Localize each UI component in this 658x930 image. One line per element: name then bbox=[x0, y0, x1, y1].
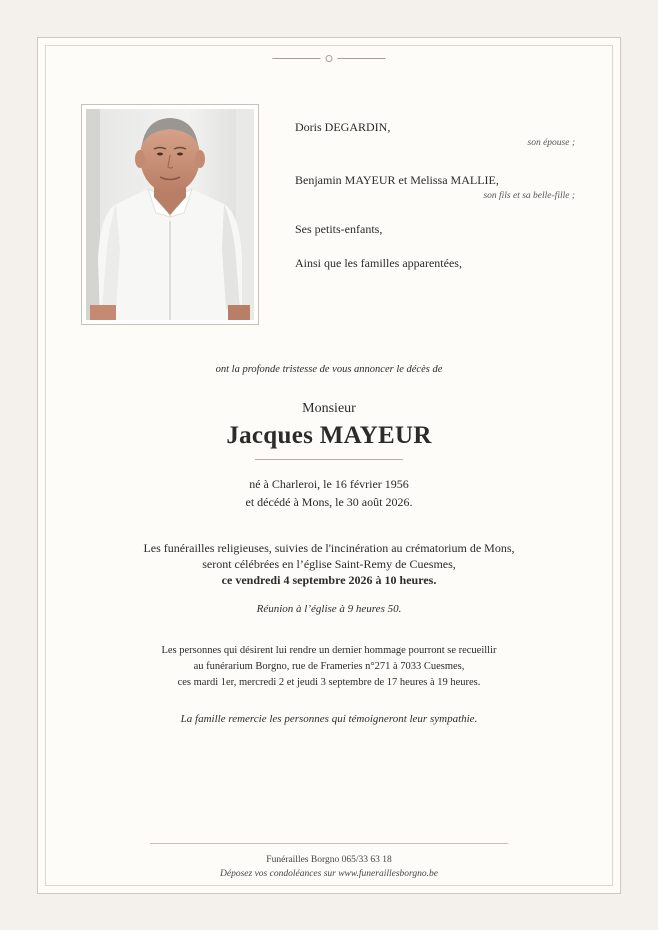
visitation-line: ces mardi 1er, mercredi 2 et jeudi 3 septembre de 17 heures à 19 heures. bbox=[177, 677, 481, 688]
condolences-link[interactable]: Déposez vos condoléances sur www.funeraillesborgno.be bbox=[220, 869, 438, 879]
thanks-note: La famille remercie les personnes qui témoigneront leur sympathie. bbox=[180, 713, 478, 725]
funeral-line: seront célébrées en l’église Saint-Remy de Cuesmes, bbox=[202, 557, 456, 571]
funeral-datetime: ce vendredi 4 septembre 2026 à 10 heures. bbox=[221, 573, 437, 587]
deceased-name: Jacques MAYEUR bbox=[226, 422, 432, 449]
portrait-photo bbox=[86, 109, 254, 320]
funeral-line: Les funérailles religieuses, suivies de l'incinération au crématorium de Mons, bbox=[143, 541, 515, 555]
family-member-relation: son épouse ; bbox=[527, 138, 575, 148]
meeting-time: Réunion à l’église à 9 heures 50. bbox=[256, 603, 402, 615]
visitation-details bbox=[38, 643, 620, 691]
footer-divider bbox=[150, 843, 508, 844]
visitation-line: Les personnes qui désirent lui rendre un dernier hommage pourront se recueillir bbox=[161, 645, 497, 656]
family-member-name: Benjamin MAYEUR et Melissa MALLIE, bbox=[295, 173, 499, 187]
ornament-divider-icon bbox=[273, 55, 386, 62]
funeral-home-contact: Funérailles Borgno 065/33 63 18 bbox=[266, 855, 392, 865]
funeral-details bbox=[38, 540, 620, 588]
name-divider bbox=[255, 459, 403, 460]
family-member-name: Ses petits-enfants, bbox=[295, 222, 383, 236]
portrait-frame bbox=[81, 104, 259, 325]
portrait-illustration bbox=[86, 109, 254, 320]
death-line: et décédé à Mons, le 30 août 2026. bbox=[245, 495, 413, 509]
family-list bbox=[295, 120, 575, 271]
footer bbox=[38, 853, 620, 881]
family-member-name: Doris DEGARDIN, bbox=[295, 120, 391, 134]
birth-line: né à Charleroi, le 16 février 1956 bbox=[249, 477, 409, 491]
life-dates bbox=[38, 475, 620, 511]
family-member-relation: son fils et sa belle-fille ; bbox=[483, 191, 575, 201]
family-member-name: Ainsi que les familles apparentées, bbox=[295, 256, 462, 270]
obituary-card bbox=[37, 37, 621, 894]
deceased-civility: Monsieur bbox=[302, 401, 356, 416]
visitation-line: au funérarium Borgno, rue de Frameries n°271 à 7033 Cuesmes, bbox=[193, 661, 465, 672]
announcement-intro: ont la profonde tristesse de vous annoncer le décès de bbox=[215, 364, 443, 375]
